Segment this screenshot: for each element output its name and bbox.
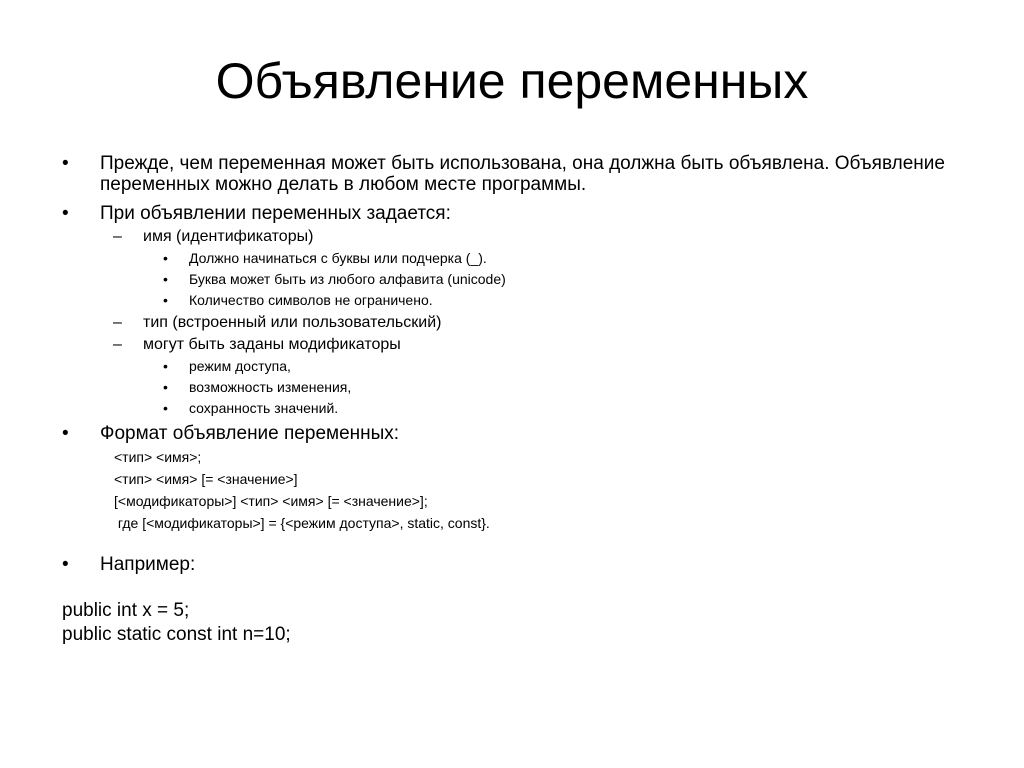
modifier-text: режим доступа,: [189, 358, 291, 374]
bullet-format: [62, 423, 962, 444]
name-rule-item: [62, 269, 962, 290]
bullet-text: При объявлении переменных задается:: [100, 203, 451, 224]
slide-title: Объявление переменных: [215, 53, 809, 109]
bullet-dot: •: [163, 400, 168, 416]
bullet-dot: •: [163, 271, 168, 287]
modifier-item: [62, 398, 962, 419]
sub-bullet-name: [62, 226, 962, 248]
bullet-dot: •: [163, 358, 168, 374]
modifier-item: [62, 356, 962, 377]
bullet-dot: •: [62, 554, 69, 575]
modifier-text: сохранность значений.: [189, 400, 339, 416]
format-line: <тип> <имя>;: [114, 449, 202, 465]
format-line: <тип> <имя> [= <значение>]: [114, 471, 298, 487]
bullet-dot: •: [163, 292, 168, 308]
bullet-declaration-required: [62, 153, 962, 195]
format-line: где [<модификаторы>] = {<режим доступа>, static, const}.: [114, 515, 490, 531]
code-line: public int x = 5;: [62, 600, 190, 621]
name-rule-item: [62, 290, 962, 311]
dash-marker: –: [113, 228, 122, 245]
bullet-example: [62, 554, 962, 575]
bullet-text: Например:: [100, 554, 196, 575]
bullet-dot: •: [163, 250, 168, 266]
code-line: public static const int n=10;: [62, 624, 291, 645]
sub-bullet-text: тип (встроенный или пользовательский): [143, 314, 442, 331]
slide-body: [62, 153, 962, 647]
bullet-dot: •: [163, 379, 168, 395]
name-rule-text: Должно начинаться с буквы или подчерка (_).: [189, 250, 487, 266]
sub-bullet-text: могут быть заданы модификаторы: [143, 336, 401, 353]
bullet-dot: •: [62, 203, 69, 224]
name-rule-item: [62, 248, 962, 269]
bullet-text: Прежде, чем переменная может быть использована, она должна быть объявлена. Объявление переменных можно делать в любом месте программы.: [100, 153, 945, 195]
name-rule-text: Количество символов не ограничено.: [189, 292, 433, 308]
bullet-text: Формат объявление переменных:: [100, 423, 400, 444]
sub-bullet-type: [62, 312, 962, 334]
bullet-dot: •: [62, 153, 69, 174]
modifier-item: [62, 377, 962, 398]
sub-bullet-modifiers: [62, 334, 962, 356]
bullet-dot: •: [62, 423, 69, 444]
format-line: [<модификаторы>] <тип> <имя> [= <значение>];: [114, 493, 428, 509]
sub-bullet-text: имя (идентификаторы): [143, 228, 314, 245]
dash-marker: –: [113, 336, 122, 353]
modifier-text: возможность изменения,: [189, 379, 352, 395]
name-rule-text: Буква может быть из любого алфавита (unicode): [189, 271, 506, 287]
dash-marker: –: [113, 314, 122, 331]
bullet-declaration-specifies: [62, 203, 962, 224]
